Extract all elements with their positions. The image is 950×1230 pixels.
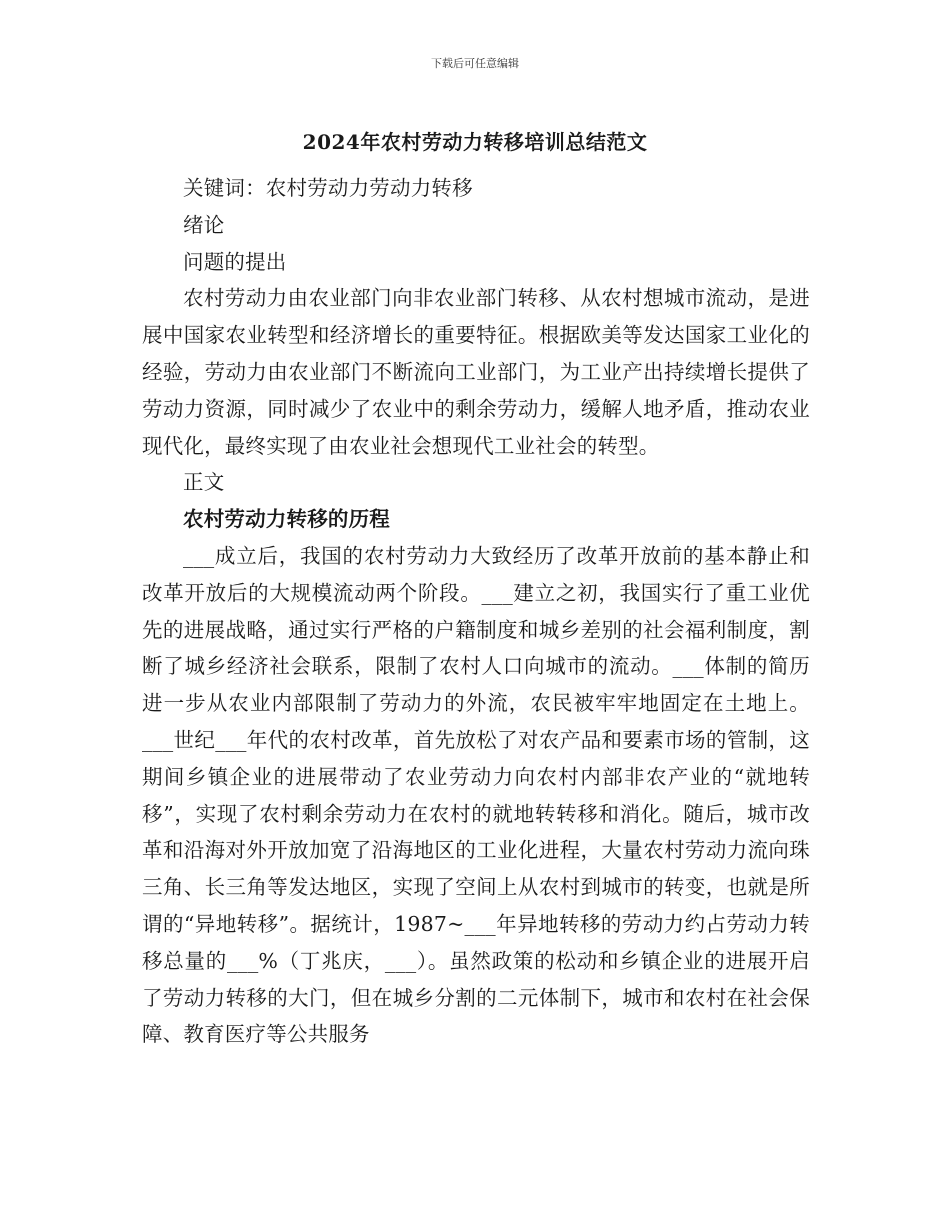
paragraph-history: ___成立后，我国的农村劳动力大致经历了改革开放前的基本静止和改革开放后的大规模流动两个阶段。___建立之初，我国实行了重工业优先的进展战略，通过实行严格的户籍制度和城乡差别的社会福利制度，割断了城乡经济社会联系，限制了农村人口向城市的流动。___体制的简历进一步从农业内部限制了劳动力的外流，农民被牢牢地固定在土地上。___世纪___年代的农村改革，首先放松了对农产品和要素市场的管制，这期间乡镇企业的进展带动了农业劳动力向农村内部非农产业的“就地转移”，实现了农村剩余劳动力在农村的就地转转移和消化。随后，城市改革和沿海对外开放加宽了沿海地区的工业化进程，大量农村劳动力流向珠三角、长三角等发达地区，实现了空间上从农村到城市的转变，也就是所谓的“异地转移”。据统计，1987~___年异地转移的劳动力约占劳动力转移总量的___%（丁兆庆，___）。虽然政策的松动和乡镇企业的进展开启了劳动力转移的大门，但在城乡分割的二元体制下，城市和农村在社会保障、教育医疗等公共服务	[142, 543, 810, 1047]
header-note: 下载后可任意编辑	[431, 57, 519, 70]
keywords-line: 关键词：农村劳动力劳动力转移	[183, 176, 473, 200]
paragraph-intro: 农村劳动力由农业部门向非农业部门转移、从农村想城市流动，是进展中国家农业转型和经济增长的重要特征。根据欧美等发达国家工业化的经验，劳动力由农业部门不断流向工业部门，为工业产出持续增长提供了劳动力资源，同时减少了农业中的剩余劳动力，缓解人地矛盾，推动农业现代化，最终实现了由农业社会想现代工业社会的转型。	[142, 286, 810, 458]
heading-history: 农村劳动力转移的历程	[183, 507, 390, 532]
document-title: 2024年农村劳动力转移培训总结范文	[302, 130, 648, 154]
section-heading-intro: 绪论	[183, 212, 225, 237]
document-body	[142, 170, 810, 1053]
section-heading-body: 正文	[183, 470, 225, 495]
subsection-heading-problem: 问题的提出	[183, 249, 287, 274]
